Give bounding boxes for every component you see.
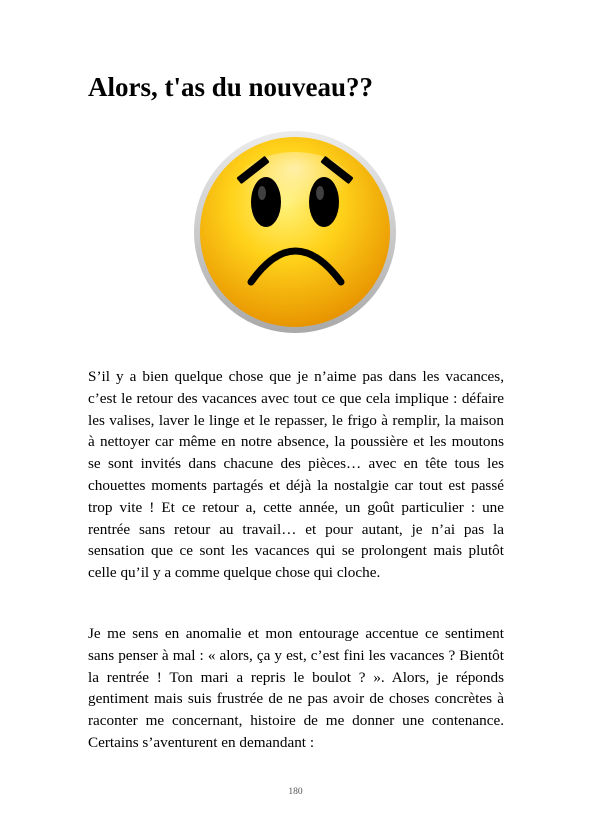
sad-face-icon xyxy=(193,130,397,334)
page-number: 180 xyxy=(288,787,303,797)
paragraph-2: Je me sens en anomalie et mon entourage accentue ce sentiment sans penser à mal : « alors, ça y est, c’est fini les vacances ? Bientôt la rentrée ! Ton mari a repris le boulot ? ». Alors, je réponds gentiment mais suis frustrée de ne pas avoir de choses concrètes à raconter me concernant, histoire de me donner une contenance. Certains s’aventurent en demandant : xyxy=(88,625,504,751)
right-eye xyxy=(309,177,339,227)
left-eye xyxy=(251,177,281,227)
paragraph-1: S’il y a bien quelque chose que je n’aime pas dans les vacances, c’est le retour des vacances avec tout ce que cela implique : défaire les valises, laver le linge et le repasser, le frigo à remplir, la maison à nettoyer car même en notre absence, la poussière et les moutons se sont invités dans chacune des pièces… avec en tête tous les chouettes moments partagés et déjà la nostalgie car tout est passé trop vite ! Et ce retour a, cette année, un goût particulier : une rentrée sans retour au travail… et pour autant, je n’ai pas la sensation que ce sont les vacances qui se prolongent mais plutôt celle qu’il y a comme quelque chose qui cloche. xyxy=(88,368,504,582)
page-title: Alors, t'as du nouveau?? xyxy=(88,72,374,102)
